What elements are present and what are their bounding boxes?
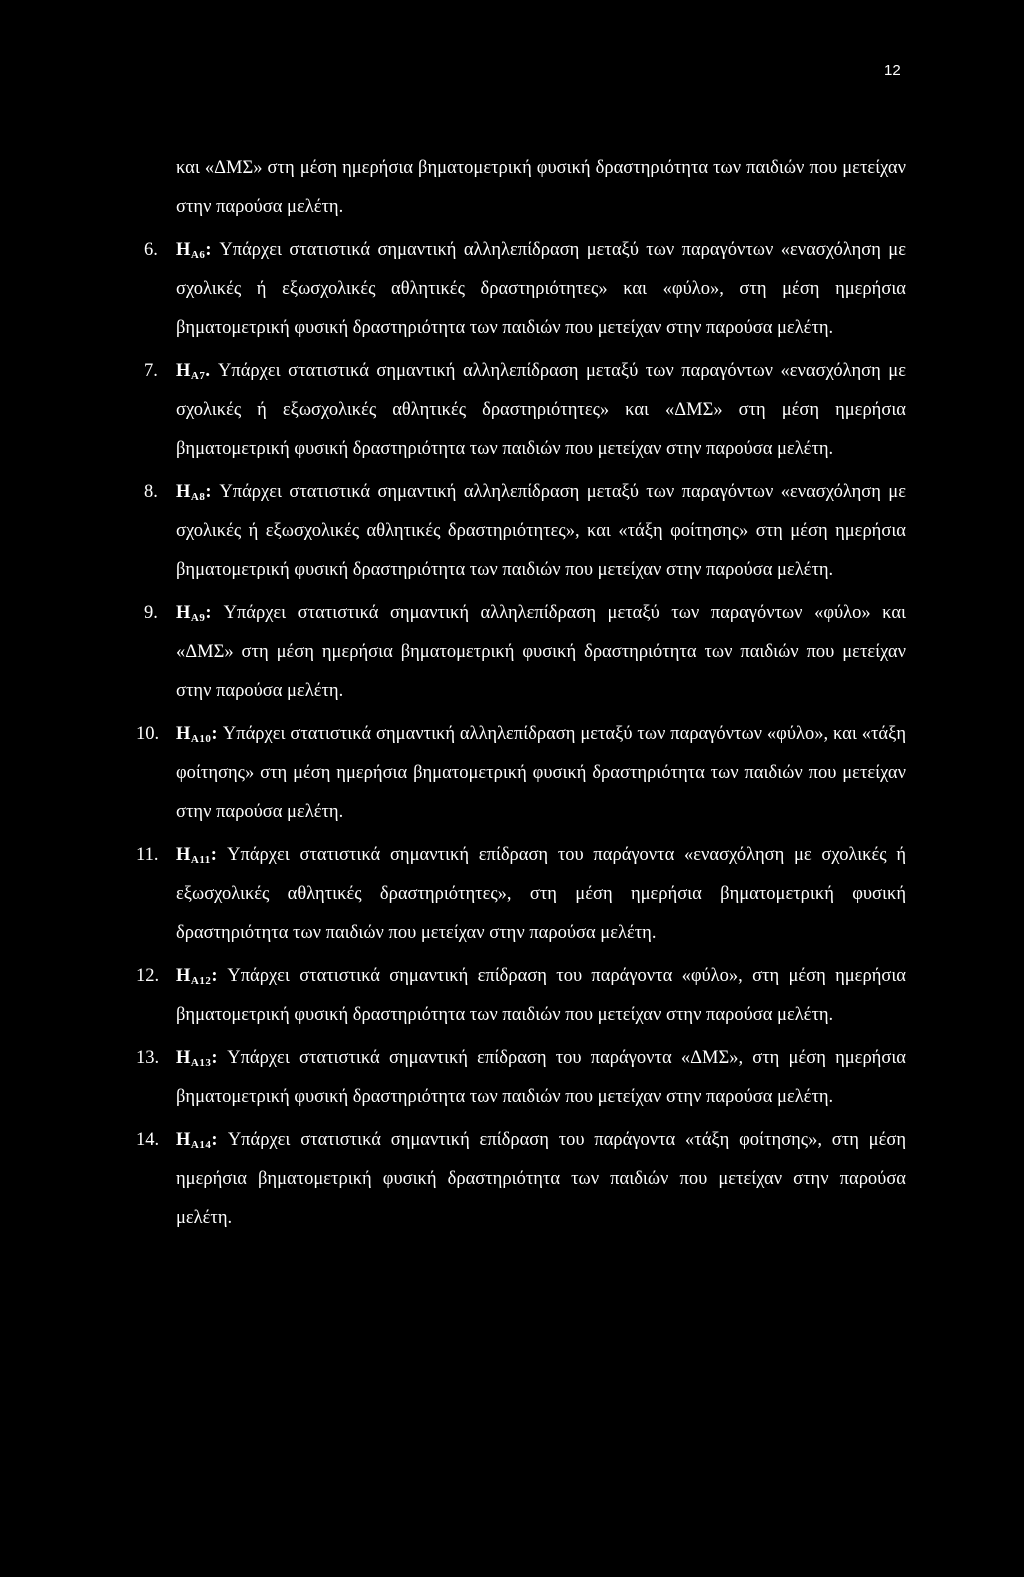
list-item	[144, 352, 906, 469]
hypothesis-text: Υπάρχει στατιστικά σημαντική επίδραση του παράγοντα «τάξη φοίτησης», στη μέση ημερήσια βηματομετρική φυσική δραστηριότητα των παιδιών που μετείχαν στην παρούσα μελέτη.	[176, 1130, 907, 1228]
list-item	[144, 231, 906, 348]
hypothesis-label: $H_{A12}$:	[176, 966, 219, 987]
item-number: 9.	[144, 603, 158, 623]
hypothesis-text: Υπάρχει στατιστικά σημαντική αλληλεπίδραση μεταξύ των παραγόντων «φύλο», και «τάξη φοίτησης» στη μέση ημερήσια βηματομετρική φυσική δραστηριότητα των παιδιών που μετείχαν στην παρούσα μελέτη.	[176, 724, 906, 822]
hypothesis-label: $H_{A6}$:	[176, 240, 213, 261]
item-number: 10.	[136, 724, 160, 744]
list-item	[136, 715, 906, 832]
hypothesis-text: Υπάρχει στατιστικά σημαντική αλληλεπίδραση μεταξύ των παραγόντων «φύλο» και «ΔΜΣ» στη μέση ημερήσια βηματομετρική φυσική δραστηριότητα των παιδιών που μετείχαν στην παρούσα μελέτη.	[176, 603, 906, 701]
hypothesis-text: Υπάρχει στατιστικά σημαντική επίδραση του παράγοντα «ΔΜΣ», στη μέση ημερήσια βηματομετρική φυσική δραστηριότητα των παιδιών που μετείχαν στην παρούσα μελέτη.	[176, 1048, 906, 1107]
hypothesis-label: $H_{A10}$:	[176, 724, 219, 745]
item-number: 7.	[144, 361, 158, 381]
hypothesis-label: $H_{A9}$:	[176, 603, 213, 624]
hypotheses-content	[0, 149, 1024, 1238]
item-number: 12.	[136, 966, 160, 986]
item-number: 13.	[136, 1048, 160, 1068]
item-number: 14.	[136, 1130, 160, 1150]
item-number: 6.	[144, 240, 158, 260]
hypothesis-label: $H_{A14}$:	[176, 1130, 219, 1151]
page-number: 12	[884, 62, 901, 79]
hypothesis-label: $H_{A7}$.	[176, 361, 211, 382]
list-item	[136, 1039, 906, 1117]
list-item	[136, 1121, 907, 1238]
hypothesis-label: $H_{A8}$:	[176, 482, 213, 503]
list-item	[144, 473, 906, 590]
item-number: 11.	[136, 845, 159, 865]
hypothesis-text: Υπάρχει στατιστικά σημαντική αλληλεπίδραση μεταξύ των παραγόντων «ενασχόληση με σχολικές ή εξωσχολικές αθλητικές δραστηριότητες», και «τάξη φοίτησης» στη μέση ημερήσια βηματομετρική φυσική δραστηριότητα των παιδιών που μετείχαν στην παρούσα μελέτη.	[176, 482, 906, 580]
hypothesis-text: Υπάρχει στατιστικά σημαντική αλληλεπίδραση μεταξύ των παραγόντων «ενασχόληση με σχολικές ή εξωσχολικές αθλητικές δραστηριότητες» και «ΔΜΣ» στη μέση ημερήσια βηματομετρική φυσική δραστηριότητα των παιδιών που μετείχαν στην παρούσα μελέτη.	[176, 361, 906, 459]
hypothesis-text: Υπάρχει στατιστικά σημαντική επίδραση του παράγοντα «φύλο», στη μέση ημερήσια βηματομετρική φυσική δραστηριότητα των παιδιών που μετείχαν στην παρούσα μελέτη.	[176, 966, 907, 1025]
list-item	[144, 594, 906, 711]
list-item	[136, 836, 907, 953]
hypothesis-label: $H_{A13}$:	[176, 1048, 219, 1069]
hypothesis-label: $H_{A11}$:	[176, 845, 218, 866]
item-number: 8.	[144, 482, 158, 502]
list-item	[136, 957, 907, 1035]
hypotheses-list	[0, 231, 1024, 1238]
continuation-paragraph: και «ΔΜΣ» στη μέση ημερήσια βηματομετρική φυσική δραστηριότητα των παιδιών που μετείχαν στην παρούσα μελέτη.	[176, 158, 906, 217]
hypothesis-text: Υπάρχει στατιστικά σημαντική αλληλεπίδραση μεταξύ των παραγόντων «ενασχόληση με σχολικές ή εξωσχολικές αθλητικές δραστηριότητες» και «φύλο», στη μέση ημερήσια βηματομετρική φυσική δραστηριότητα των παιδιών που μετείχαν στην παρούσα μελέτη.	[176, 240, 906, 338]
hypothesis-text: Υπάρχει στατιστικά σημαντική επίδραση του παράγοντα «ενασχόληση με σχολικές ή εξωσχολικές αθλητικές δραστηριότητες», στη μέση ημερήσια βηματομετρική φυσική δραστηριότητα των παιδιών που μετείχαν στην παρούσα μελέτη.	[176, 845, 907, 943]
